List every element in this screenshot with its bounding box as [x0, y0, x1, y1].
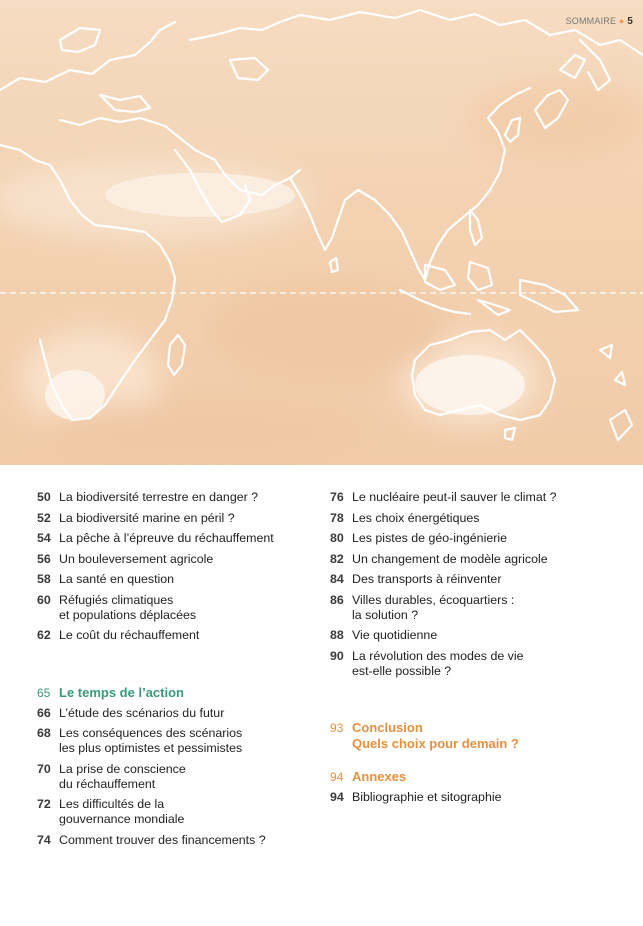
entry-title-line: Comment trouver des financements ?: [59, 832, 266, 847]
entry-title-line: la solution ?: [352, 607, 419, 622]
entry-title: [59, 511, 327, 526]
section-title-line: Quels choix pour demain ?: [352, 736, 519, 751]
toc-right-column: [330, 490, 630, 811]
toc-entry[interactable]: [37, 572, 327, 587]
toc-section-annexes[interactable]: [330, 769, 630, 785]
bullet-icon: ●: [618, 16, 625, 26]
toc-entry[interactable]: [37, 511, 327, 526]
entry-title: [59, 628, 327, 643]
entry-title-line: L’étude des scénarios du futur: [59, 705, 225, 720]
entry-title-line: La prise de conscience: [59, 761, 186, 776]
entry-title-line: du réchauffement: [59, 776, 156, 791]
entry-title: [59, 797, 327, 827]
entry-page-number: 66: [37, 705, 51, 720]
entry-page-number: 88: [330, 628, 344, 642]
entry-page-number: 90: [330, 648, 344, 663]
entry-page-number: 68: [37, 726, 51, 740]
entry-page-number: 72: [37, 797, 51, 811]
entry-title: [59, 572, 327, 587]
entry-title-line: Les difficultés de la: [59, 797, 165, 811]
entry-title: [59, 726, 327, 756]
toc-entry[interactable]: [37, 593, 327, 623]
entry-title-line: La santé en question: [59, 572, 175, 586]
entry-page-number: 70: [37, 761, 51, 776]
toc-list-annexes: [330, 790, 630, 805]
entry-title: [59, 593, 327, 623]
entry-page-number: 84: [330, 572, 344, 586]
entry-page-number: 76: [330, 490, 344, 504]
entry-page-number: 54: [37, 531, 51, 545]
entry-page-number: 80: [330, 531, 344, 545]
toc-entry[interactable]: [330, 649, 630, 679]
entry-title-line: et populations déplacées: [59, 607, 197, 622]
entry-title: [352, 490, 630, 505]
entry-title: [59, 706, 327, 721]
entry-title: [59, 490, 327, 505]
entry-title: [352, 572, 630, 587]
entry-title-line: La pêche à l’épreuve du réchauffement: [59, 531, 274, 545]
entry-title-line: La révolution des modes de vie: [352, 648, 524, 663]
entry-title: [59, 552, 327, 567]
entry-title: [352, 649, 630, 679]
entry-title-line: Vie quotidienne: [352, 628, 438, 642]
entry-page-number: 56: [37, 551, 51, 566]
entry-title: [59, 833, 327, 848]
entry-title-line: Le coût du réchauffement: [59, 628, 200, 642]
section-page-number: 65: [37, 685, 51, 700]
toc-entry[interactable]: [37, 490, 327, 505]
section-label: SOMMAIRE: [565, 16, 617, 26]
toc-entry[interactable]: [37, 552, 327, 567]
entry-title-line: Des transports à réinventer: [352, 572, 502, 586]
toc-entry[interactable]: [330, 531, 630, 546]
toc-section-conclusion[interactable]: [330, 720, 630, 752]
entry-title-line: Un changement de modèle agricole: [352, 551, 548, 566]
entry-title-line: Un bouleversement agricole: [59, 551, 214, 566]
entry-title: [59, 531, 327, 546]
entry-title-line: La biodiversité marine en péril ?: [59, 510, 235, 525]
entry-title-line: Les conséquences des scénarios: [59, 726, 243, 740]
entry-title: [352, 790, 630, 805]
entry-page-number: 50: [37, 490, 51, 504]
toc-entry[interactable]: [37, 726, 327, 756]
entry-title-line: Villes durables, écoquartiers :: [352, 592, 515, 607]
entry-title-line: La biodiversité terrestre en danger ?: [59, 490, 259, 504]
entry-title-line: les plus optimistes et pessimistes: [59, 741, 243, 755]
toc-entry[interactable]: [330, 552, 630, 567]
entry-title: [352, 552, 630, 567]
toc-entry[interactable]: [37, 706, 327, 721]
toc-entry[interactable]: [330, 628, 630, 643]
toc-entry[interactable]: [37, 762, 327, 792]
page-header: [566, 16, 633, 27]
entry-title-line: Bibliographie et sitographie: [352, 790, 502, 804]
toc-left-column: [37, 490, 327, 853]
toc-entry[interactable]: [330, 511, 630, 526]
toc-entry[interactable]: [37, 833, 327, 848]
page-number: 5: [627, 16, 633, 27]
toc-section-action[interactable]: [37, 685, 327, 701]
toc-entry[interactable]: [37, 797, 327, 827]
entry-title: [352, 531, 630, 546]
toc-entry[interactable]: [330, 490, 630, 505]
section-page-number: 94: [330, 770, 344, 784]
entry-title-line: Le nucléaire peut-il sauver le climat ?: [352, 490, 557, 504]
toc-entry[interactable]: [37, 531, 327, 546]
section-title-line: Conclusion: [352, 720, 423, 735]
section-page-number: 93: [330, 721, 344, 735]
entry-title-line: Les choix énergétiques: [352, 510, 480, 525]
entry-title-line: Réfugiés climatiques: [59, 592, 174, 607]
entry-page-number: 52: [37, 510, 51, 525]
toc-entry[interactable]: [330, 593, 630, 623]
entry-page-number: 78: [330, 510, 344, 525]
entry-page-number: 86: [330, 592, 344, 607]
section-title: Annexes: [352, 769, 407, 784]
entry-page-number: 74: [37, 832, 51, 847]
entry-page-number: 60: [37, 592, 51, 607]
entry-title-line: Les pistes de géo-ingénierie: [352, 531, 507, 545]
toc-list-action: [37, 706, 327, 848]
toc-entry[interactable]: [37, 628, 327, 643]
entry-title-line: est-elle possible ?: [352, 663, 452, 678]
toc-list-right: [330, 490, 630, 679]
entry-title-line: gouvernance mondiale: [59, 812, 185, 826]
entry-page-number: 58: [37, 572, 51, 586]
toc-entry[interactable]: [330, 790, 630, 805]
entry-title: [352, 593, 630, 623]
section-title: Le temps de l’action: [59, 684, 184, 700]
entry-title: [352, 511, 630, 526]
entry-page-number: 94: [330, 790, 344, 804]
entry-title: [59, 762, 327, 792]
entry-page-number: 62: [37, 628, 51, 642]
section-title: [352, 720, 630, 752]
toc-list-left: [37, 490, 327, 643]
toc-entry[interactable]: [330, 572, 630, 587]
entry-title: [352, 628, 630, 643]
entry-page-number: 82: [330, 551, 344, 566]
